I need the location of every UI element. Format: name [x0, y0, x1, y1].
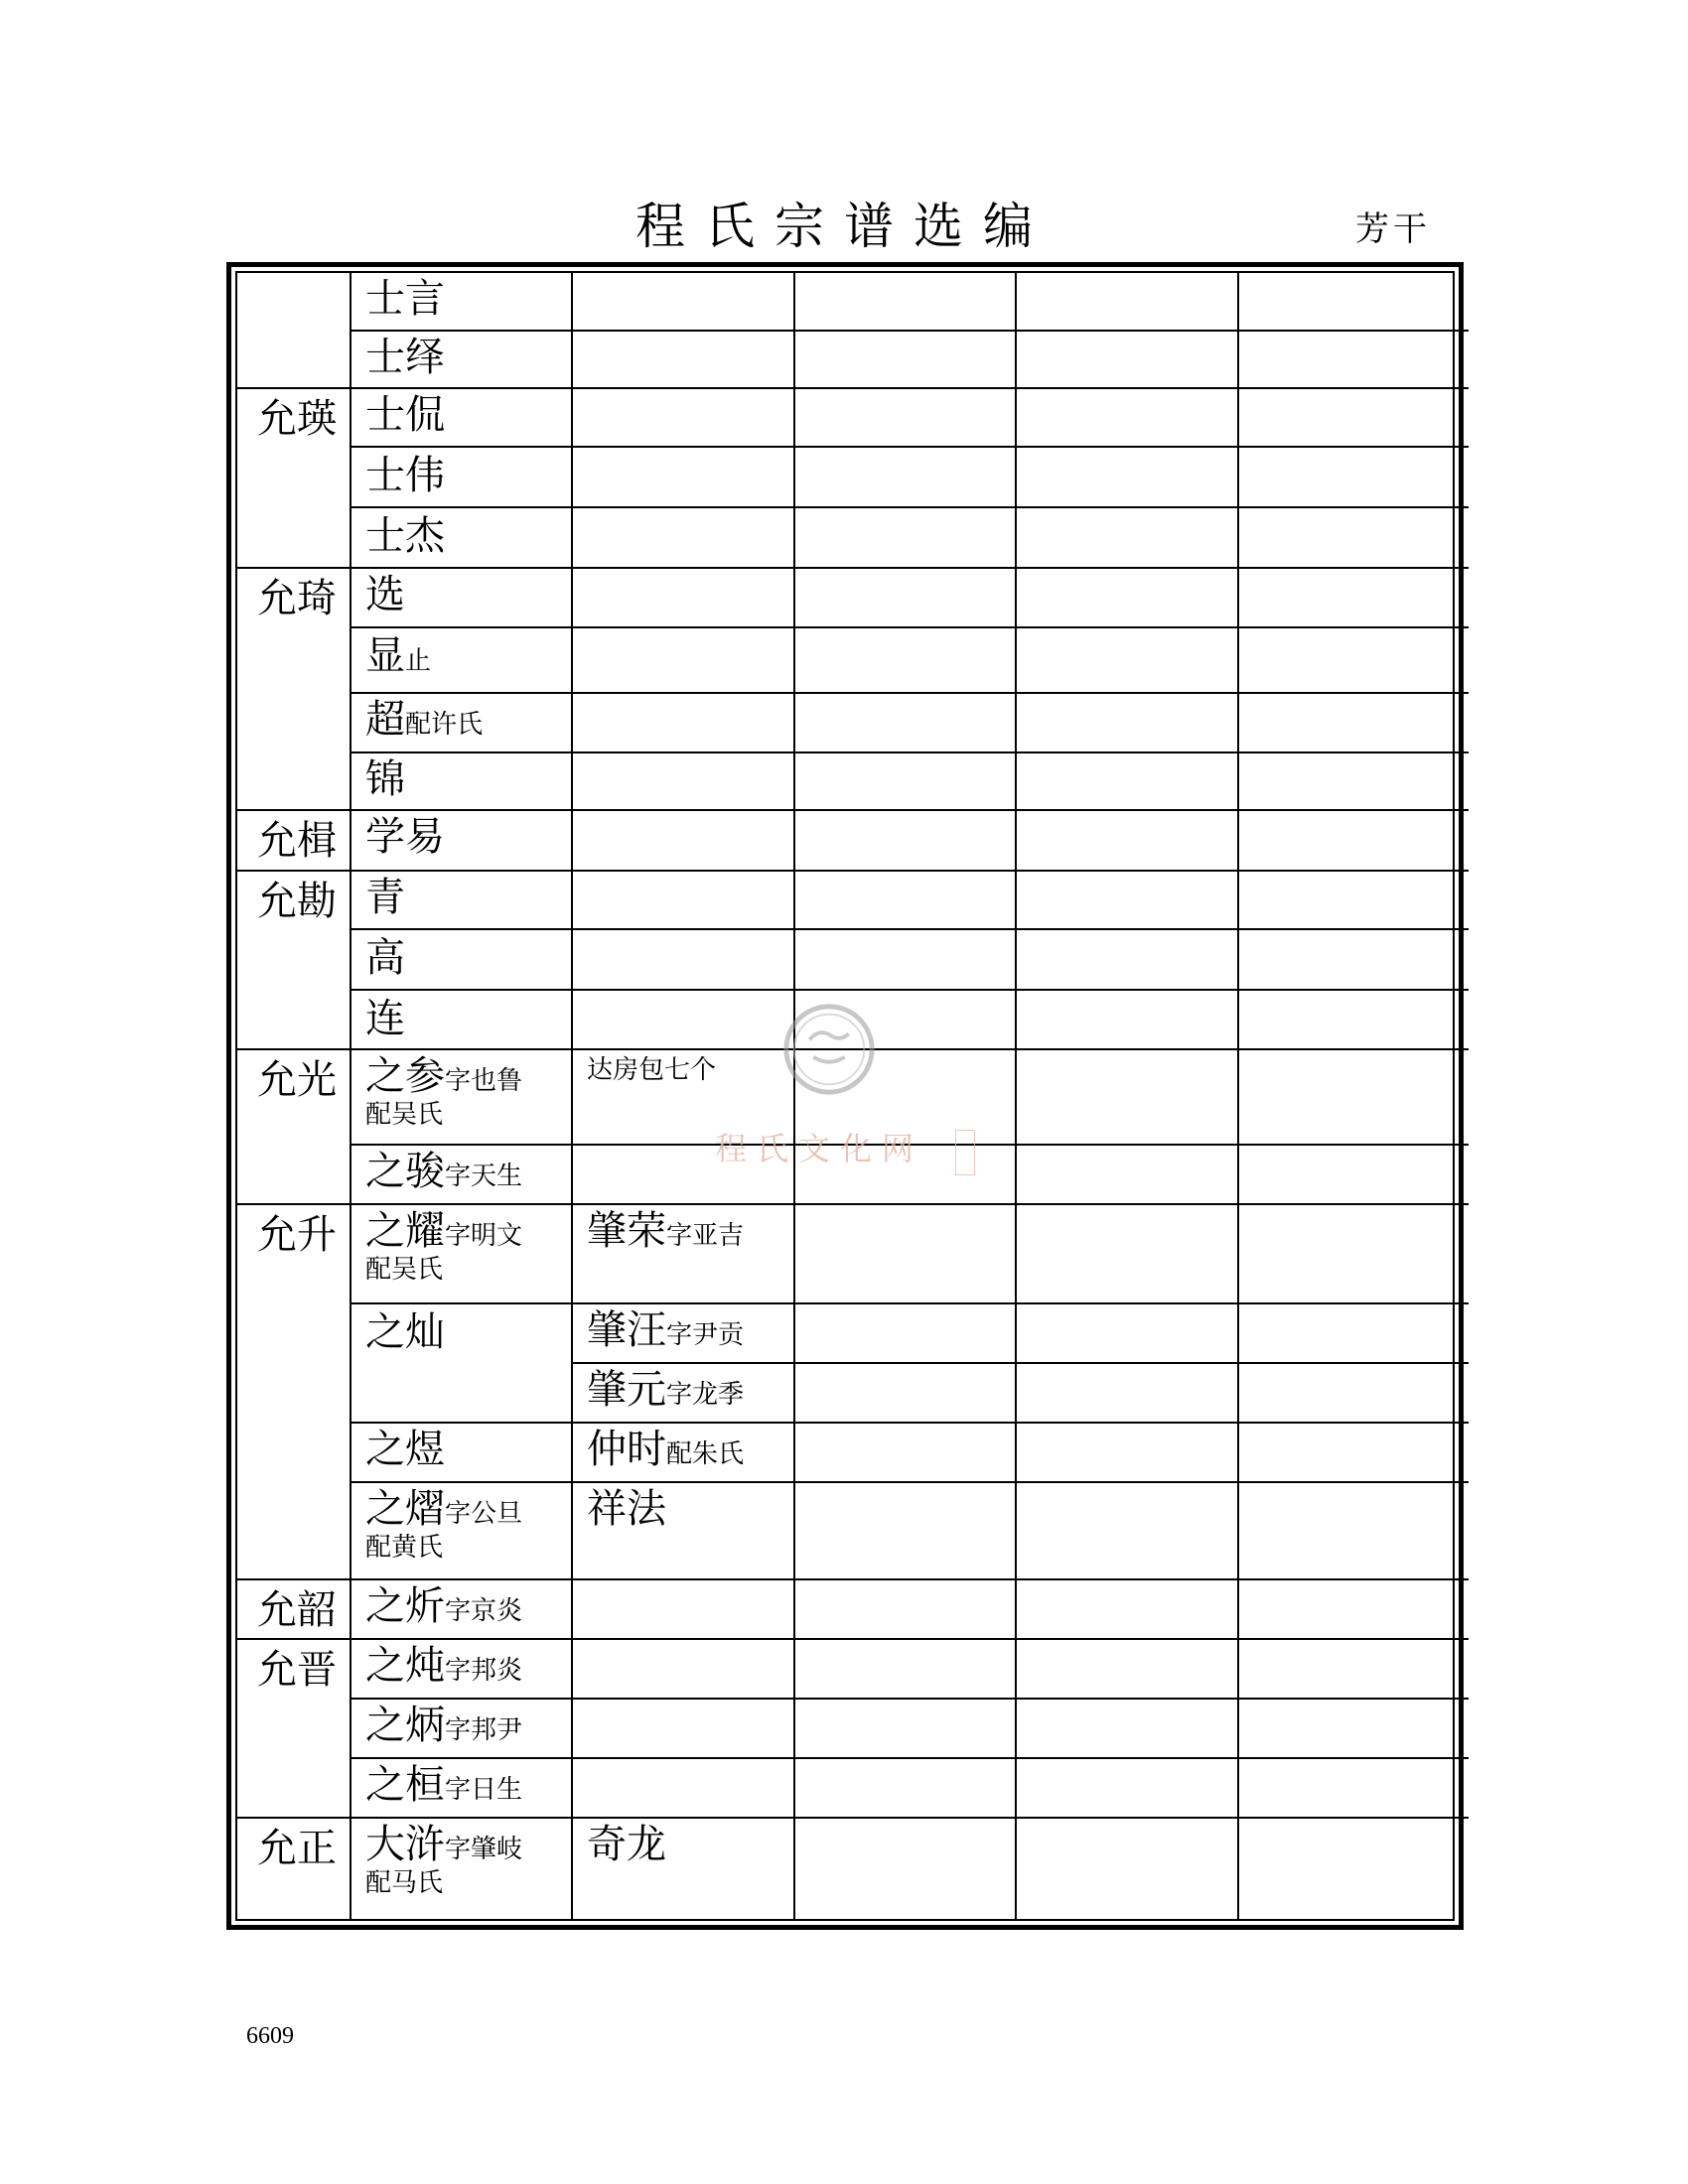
- page-number: 6609: [246, 2023, 294, 2049]
- table-row: [352, 930, 1469, 991]
- table-row: [352, 1483, 1469, 1580]
- person-name: 之桓: [365, 1762, 445, 1808]
- table-row: [352, 1759, 1469, 1819]
- person-note: 字邦炎: [445, 1656, 523, 1686]
- person-name: 连: [365, 996, 405, 1041]
- table-row: [352, 694, 1469, 753]
- person-name: 青: [365, 875, 405, 920]
- parent-cell: 允光: [237, 1050, 350, 1205]
- table-row: [352, 273, 1469, 332]
- person-name: 肇荣: [587, 1208, 666, 1254]
- person-name: 学易: [365, 814, 445, 860]
- page-title: 程氏宗谱选编: [635, 198, 1053, 255]
- table-row: [352, 811, 1469, 872]
- person-name: 肇汪: [587, 1307, 666, 1353]
- parent-cell: 允晋: [237, 1640, 350, 1819]
- person-name: 之炳: [365, 1703, 445, 1748]
- person-name: 士伟: [365, 453, 445, 498]
- parent-cell: [237, 273, 350, 389]
- person-name: 士言: [365, 276, 445, 322]
- person-name: 之骏: [365, 1149, 445, 1194]
- person-name: 锦: [365, 756, 405, 802]
- stamp-watermark-icon: [955, 1130, 975, 1175]
- parent-cell: 允正: [257, 1826, 337, 1871]
- person-spouse: 配马氏: [365, 1868, 444, 1898]
- parent-cell: 允楫: [237, 811, 350, 872]
- person-name: 高: [365, 935, 405, 981]
- descendant-entry: [587, 1427, 745, 1472]
- person-name: 之熠: [365, 1486, 445, 1532]
- person-name: 之炘: [365, 1583, 445, 1629]
- table-row: [352, 569, 1469, 628]
- table-row: [352, 628, 1469, 694]
- table-row: [352, 1304, 571, 1424]
- person-name: 之参: [365, 1053, 445, 1099]
- person-note: 字亚吉: [666, 1221, 745, 1251]
- descendant-entry: [587, 1822, 666, 1867]
- table-row: [352, 1424, 1469, 1483]
- table-row: [352, 1580, 1469, 1640]
- person-note: 字龙季: [666, 1380, 745, 1410]
- person-name: 之耀: [365, 1208, 445, 1254]
- site-watermark: 程氏文化网: [715, 1130, 924, 1167]
- table-row: [352, 1700, 1469, 1759]
- table-row: [352, 872, 1469, 930]
- person-note: 字肇岐: [445, 1835, 523, 1864]
- table-row-line: [352, 1205, 1469, 1304]
- branch-label: 芳干: [1355, 209, 1431, 249]
- person-name: 奇龙: [587, 1822, 666, 1867]
- table-row: [352, 753, 1469, 811]
- person-name: 超: [365, 697, 405, 743]
- parent-cell: 允瑛: [237, 389, 350, 569]
- table-row: [352, 332, 1469, 389]
- person-note: 字尹贡: [666, 1320, 745, 1350]
- person-note: 字明文: [445, 1221, 523, 1251]
- person-note: 字公旦: [445, 1499, 523, 1529]
- table-row: [352, 1819, 1469, 1920]
- table-row: [352, 1640, 1469, 1700]
- person-note: 字也鲁: [445, 1066, 523, 1096]
- person-name: 仲时: [587, 1427, 666, 1472]
- person-name: 肇元: [587, 1367, 666, 1413]
- parent-cell: 允升: [237, 1205, 350, 1580]
- descendant-entry: [587, 1307, 745, 1353]
- person-spouse: 配黄氏: [365, 1533, 444, 1563]
- table-row: [352, 991, 1469, 1050]
- table-row: [352, 508, 1469, 569]
- descendant-entry: [587, 1367, 745, 1413]
- person-name: 之煜: [365, 1427, 445, 1472]
- seal-watermark-icon: [780, 1001, 878, 1098]
- person-note: 止: [405, 646, 432, 676]
- person-name: 显: [365, 633, 405, 679]
- parent-cell: 允琦: [237, 569, 350, 811]
- person-spouse: 配吴氏: [365, 1100, 444, 1130]
- person-name: 选: [365, 572, 405, 617]
- person-note: 字邦尹: [445, 1715, 523, 1745]
- table-row: [352, 389, 1469, 448]
- person-note: 字天生: [445, 1161, 523, 1191]
- parent-cell: 允勘: [237, 872, 350, 1050]
- person-name: 士杰: [365, 513, 445, 559]
- person-note: 字日生: [445, 1775, 523, 1805]
- table-row: [352, 448, 1469, 508]
- person-name: 祥法: [587, 1486, 666, 1532]
- person-note: 配许氏: [405, 710, 484, 740]
- descendant-entry: [587, 1486, 666, 1532]
- parent-cell: 允韶: [237, 1580, 350, 1640]
- person-note: 配朱氏: [666, 1439, 745, 1469]
- descendant-entry: [587, 1208, 745, 1254]
- person-note: 字京炎: [445, 1596, 523, 1626]
- branch-note: 达房包七个: [587, 1055, 717, 1085]
- person-name: 士侃: [365, 392, 445, 438]
- person-name: 之灿: [365, 1309, 445, 1355]
- person-name: 大浒: [365, 1822, 445, 1867]
- person-name: 士绎: [365, 335, 445, 380]
- person-name: 之炖: [365, 1643, 445, 1689]
- person-spouse: 配吴氏: [365, 1255, 444, 1285]
